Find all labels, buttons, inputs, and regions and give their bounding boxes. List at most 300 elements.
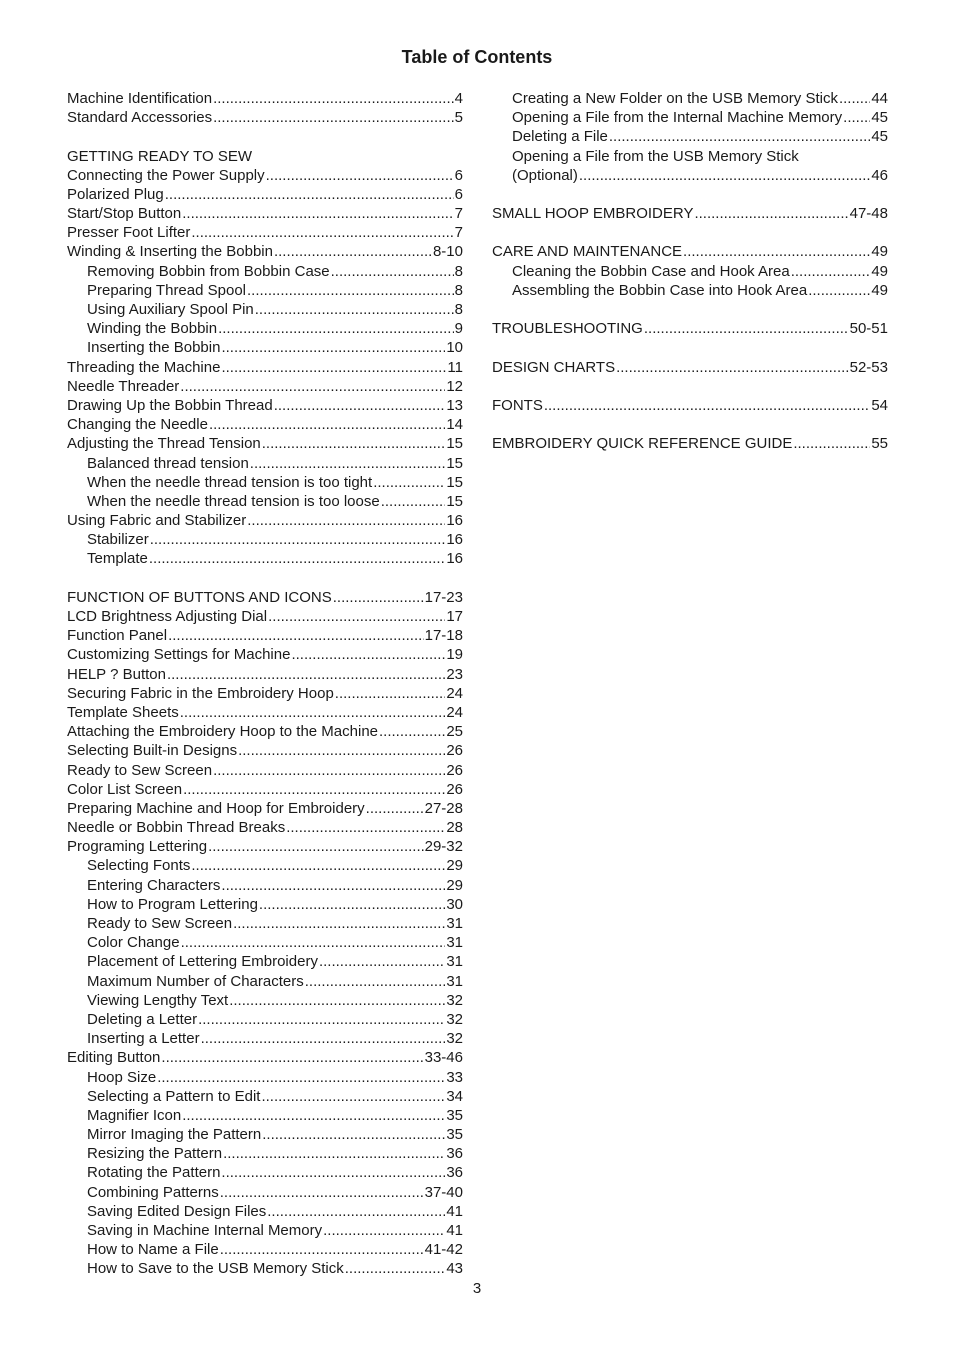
toc-entry-page: 54 [871, 396, 888, 414]
toc-entry-title: Removing Bobbin from Bobbin Case [87, 262, 330, 280]
toc-entry-title: Creating a New Folder on the USB Memory Stick [512, 89, 838, 107]
toc-entry-title: Opening a File from the USB Memory Stick [512, 147, 799, 165]
toc-dot-leader [181, 933, 446, 952]
toc-entry-page: 33-46 [424, 1049, 463, 1067]
toc-spacer [67, 569, 463, 588]
toc-entry[interactable] [67, 703, 463, 722]
toc-entry-page: 46 [871, 166, 888, 184]
toc-entry-title: Placement of Lettering Embroidery [87, 953, 318, 971]
toc-entry-page: 35 [446, 1126, 463, 1144]
toc-dot-leader [150, 530, 446, 549]
toc-entry-title: Polarized Plug [67, 185, 164, 203]
toc-entry-page: 16 [446, 531, 463, 549]
toc-entry-page: 26 [446, 780, 463, 798]
toc-entry-page: 32 [446, 1030, 463, 1048]
toc-entry-page: 50-51 [849, 320, 888, 338]
toc-dot-leader [233, 914, 445, 933]
toc-entry[interactable] [67, 223, 463, 242]
page-number: 3 [472, 1280, 482, 1297]
toc-dot-leader [839, 89, 870, 108]
toc-entry-title: EMBROIDERY QUICK REFERENCE GUIDE [492, 435, 793, 453]
toc-entry-page: 33 [446, 1068, 463, 1086]
toc-dot-leader [791, 262, 871, 281]
toc-entry[interactable] [67, 108, 463, 127]
toc-dot-leader [220, 1240, 424, 1259]
toc-entry-page: 29 [446, 857, 463, 875]
toc-entry[interactable] [67, 454, 463, 473]
toc-entry[interactable] [67, 761, 463, 780]
toc-entry-title: FONTS [492, 396, 543, 414]
toc-entry-page: 8 [454, 281, 463, 299]
toc-entry-title: HELP ? Button [67, 665, 166, 683]
toc-entry[interactable] [67, 147, 463, 166]
toc-dot-leader [255, 300, 454, 319]
toc-entry-title: Preparing Thread Spool [87, 281, 246, 299]
toc-entry-page: 24 [446, 703, 463, 721]
toc-entry-page: 34 [446, 1087, 463, 1105]
toc-entry-title: Needle or Bobbin Thread Breaks [67, 819, 286, 837]
toc-dot-leader [221, 358, 446, 377]
toc-dot-leader [201, 1029, 446, 1048]
toc-entry-title: Winding the Bobbin [87, 320, 218, 338]
toc-entry-title: Saving Edited Design Files [87, 1202, 267, 1220]
toc-entry[interactable] [67, 319, 463, 338]
toc-entry-title: Function Panel [67, 627, 168, 645]
toc-entry-page: 17 [446, 608, 463, 626]
toc-entry-page: 49 [871, 281, 888, 299]
toc-entry-page: 15 [446, 492, 463, 510]
toc-dot-leader [191, 223, 453, 242]
toc-dot-leader [182, 204, 453, 223]
toc-dot-leader [379, 722, 445, 741]
toc-entry-title: Drawing Up the Bobbin Thread [67, 396, 273, 414]
toc-entry-title: Presser Foot Lifter [67, 224, 191, 242]
toc-entry-title: Resizing the Pattern [87, 1145, 223, 1163]
toc-entry-page: 37-40 [424, 1183, 463, 1201]
toc-entry[interactable] [67, 1125, 463, 1144]
toc-entry[interactable] [67, 991, 463, 1010]
toc-dot-leader [319, 952, 445, 971]
toc-entry-title: Customizing Settings for Machine [67, 646, 291, 664]
toc-entry-page: 6 [454, 166, 463, 184]
toc-entry-page: 8 [454, 301, 463, 319]
toc-dot-leader [209, 415, 445, 434]
toc-entry-title: Ready to Sew Screen [87, 915, 233, 933]
toc-entry-title: Adjusting the Thread Tension [67, 435, 261, 453]
toc-entry-page: 43 [446, 1260, 463, 1278]
toc-entry[interactable] [67, 511, 463, 530]
toc-entry[interactable] [67, 1221, 463, 1240]
toc-entry[interactable] [67, 396, 463, 415]
toc-entry[interactable] [67, 722, 463, 741]
toc-entry[interactable] [67, 972, 463, 991]
toc-entry[interactable] [67, 281, 463, 300]
toc-spacer [492, 300, 888, 319]
toc-entry[interactable] [67, 166, 463, 185]
toc-entry-page: 32 [446, 1010, 463, 1028]
toc-entry-title: Winding & Inserting the Bobbin [67, 243, 273, 261]
toc-entry-title: Changing the Needle [67, 416, 208, 434]
toc-entry-page: 4 [454, 89, 463, 107]
toc-entry-page: 29-32 [424, 838, 463, 856]
toc-dot-leader [843, 108, 870, 127]
toc-dot-leader [168, 626, 424, 645]
toc-entry[interactable] [67, 876, 463, 895]
toc-entry[interactable] [492, 434, 888, 453]
toc-entry[interactable] [67, 1183, 463, 1202]
toc-dot-leader [223, 1144, 445, 1163]
toc-dot-leader [198, 1010, 445, 1029]
toc-dot-leader [579, 166, 870, 185]
toc-dot-leader [808, 281, 870, 300]
toc-dot-leader [191, 857, 445, 876]
toc-entry-title: Viewing Lengthy Text [87, 991, 229, 1009]
toc-entry-title: Standard Accessories [67, 109, 213, 127]
toc-entry-page: 27-28 [424, 799, 463, 817]
toc-entry[interactable] [67, 1259, 463, 1278]
toc-spacer [492, 185, 888, 204]
toc-dot-leader [644, 319, 849, 338]
toc-entry[interactable] [67, 358, 463, 377]
toc-entry-page: 8-10 [432, 243, 463, 261]
toc-dot-leader [167, 665, 445, 684]
toc-entry-page: 36 [446, 1145, 463, 1163]
toc-entry[interactable] [492, 319, 888, 338]
toc-entry-page: 44 [871, 89, 888, 107]
toc-dot-leader [267, 1202, 445, 1221]
toc-entry-title: Attaching the Embroidery Hoop to the Machine [67, 723, 379, 741]
toc-spacer [67, 127, 463, 146]
toc-dot-leader [683, 243, 870, 262]
toc-entry-title: Assembling the Bobbin Case into Hook Area [512, 281, 808, 299]
toc-entry-page: 31 [446, 915, 463, 933]
toc-entry-page: 31 [446, 953, 463, 971]
toc-dot-leader [616, 358, 849, 377]
toc-entry[interactable] [67, 1164, 463, 1183]
toc-entry-page: 25 [446, 723, 463, 741]
toc-entry[interactable] [492, 127, 888, 146]
toc-entry-page: 26 [446, 742, 463, 760]
toc-entry-page: 41-42 [424, 1241, 463, 1259]
toc-entry-page: 12 [446, 377, 463, 395]
toc-entry[interactable] [67, 530, 463, 549]
toc-entry[interactable] [67, 262, 463, 281]
toc-dot-leader [250, 454, 446, 473]
toc-entry-title: How to Name a File [87, 1241, 219, 1259]
toc-entry-title: Selecting Fonts [87, 857, 191, 875]
toc-entry-title: Hoop Size [87, 1068, 157, 1086]
toc-spacer [492, 338, 888, 357]
toc-dot-leader [238, 741, 445, 760]
toc-entry-title: CARE AND MAINTENANCE [492, 243, 683, 261]
toc-entry-title: Balanced thread tension [87, 454, 249, 472]
toc-entry-page: 55 [871, 435, 888, 453]
toc-dot-leader [331, 262, 454, 281]
toc-dot-leader [274, 243, 432, 262]
toc-dot-leader [259, 895, 445, 914]
toc-entry-page: 49 [871, 243, 888, 261]
toc-entry[interactable] [67, 204, 463, 223]
toc-entry-page: 14 [446, 416, 463, 434]
toc-entry-page: 26 [446, 761, 463, 779]
toc-entry-title: Using Auxiliary Spool Pin [87, 301, 254, 319]
toc-entry-title: Machine Identification [67, 89, 213, 107]
toc-dot-leader [180, 703, 446, 722]
toc-entry-page: 45 [871, 128, 888, 146]
toc-entry-page: 13 [446, 396, 463, 414]
toc-entry-page: 16 [446, 550, 463, 568]
toc-entry-page: 31 [446, 934, 463, 952]
toc-entry-title: Template Sheets [67, 703, 179, 721]
toc-entry[interactable] [67, 857, 463, 876]
toc-spacer [492, 415, 888, 434]
toc-entry-page: 41 [446, 1202, 463, 1220]
toc-entry[interactable] [67, 626, 463, 645]
toc-dot-leader [274, 396, 446, 415]
toc-entry-page: 45 [871, 109, 888, 127]
toc-entry-title: Start/Stop Button [67, 205, 182, 223]
toc-dot-leader [609, 127, 870, 146]
toc-entry-title: GETTING READY TO SEW [67, 147, 253, 165]
toc-entry-title: SMALL HOOP EMBROIDERY [492, 205, 694, 223]
toc-entry[interactable] [492, 89, 888, 108]
toc-dot-leader [366, 799, 424, 818]
toc-entry-title: TROUBLESHOOTING [492, 320, 643, 338]
toc-dot-leader [247, 511, 445, 530]
toc-entry-page: 15 [446, 473, 463, 491]
toc-entry-page: 10 [446, 339, 463, 357]
toc-entry-title: Programing Lettering [67, 838, 208, 856]
toc-entry[interactable] [67, 434, 463, 453]
toc-entry[interactable] [492, 147, 888, 166]
toc-entry-title: Saving in Machine Internal Memory [87, 1222, 323, 1240]
toc-entry[interactable] [67, 933, 463, 952]
toc-entry[interactable] [492, 204, 888, 223]
toc-entry[interactable] [67, 818, 463, 837]
toc-left-column [67, 89, 463, 1279]
toc-entry[interactable] [67, 300, 463, 319]
toc-entry-title: Entering Characters [87, 876, 221, 894]
toc-spacer [492, 377, 888, 396]
toc-entry[interactable] [67, 550, 463, 569]
toc-dot-leader [221, 338, 445, 357]
toc-entry[interactable] [67, 895, 463, 914]
toc-entry-title: Securing Fabric in the Embroidery Hoop [67, 684, 334, 702]
toc-entry-title: Opening a File from the Internal Machine Memory [512, 109, 843, 127]
toc-dot-leader [262, 434, 446, 453]
toc-entry[interactable] [67, 588, 463, 607]
toc-right-column [492, 89, 888, 454]
toc-entry-page: 9 [454, 320, 463, 338]
toc-entry-title: Cleaning the Bobbin Case and Hook Area [512, 262, 790, 280]
toc-entry-page: 17-18 [424, 627, 463, 645]
toc-entry-page: 19 [446, 646, 463, 664]
toc-entry-title: Rotating the Pattern [87, 1164, 221, 1182]
toc-entry-title: Selecting Built-in Designs [67, 742, 238, 760]
toc-dot-leader [694, 204, 848, 223]
toc-entry[interactable] [67, 837, 463, 856]
toc-dot-leader [157, 1068, 445, 1087]
toc-entry-title: When the needle thread tension is too loose [87, 492, 380, 510]
toc-entry[interactable] [492, 358, 888, 377]
toc-entry-title: Deleting a File [512, 128, 608, 146]
toc-entry[interactable] [67, 492, 463, 511]
toc-dot-leader [793, 434, 870, 453]
toc-entry[interactable] [67, 799, 463, 818]
toc-entry-title: Inserting the Bobbin [87, 339, 221, 357]
toc-dot-leader [266, 166, 454, 185]
toc-entry-title: Magnifier Icon [87, 1106, 182, 1124]
toc-entry-title: Editing Button [67, 1049, 161, 1067]
toc-entry-page: 15 [446, 435, 463, 453]
toc-entry-title: Color Change [87, 934, 180, 952]
toc-entry-page: 30 [446, 895, 463, 913]
toc-entry[interactable] [67, 473, 463, 492]
toc-entry[interactable] [67, 665, 463, 684]
toc-entry[interactable] [67, 645, 463, 664]
toc-dot-leader [333, 588, 424, 607]
toc-entry[interactable] [67, 1144, 463, 1163]
toc-entry-page: 7 [454, 224, 463, 242]
toc-entry-page: 23 [446, 665, 463, 683]
toc-entry-page: 36 [446, 1164, 463, 1182]
toc-entry[interactable] [67, 1029, 463, 1048]
toc-entry-title: Deleting a Letter [87, 1010, 198, 1028]
toc-entry-title: LCD Brightness Adjusting Dial [67, 608, 268, 626]
toc-entry-title: Stabilizer [87, 531, 149, 549]
toc-dot-leader [180, 377, 445, 396]
toc-dot-leader [221, 876, 445, 895]
toc-dot-leader [221, 1164, 445, 1183]
toc-entry[interactable] [67, 1087, 463, 1106]
toc-entry-page: 16 [446, 512, 463, 530]
toc-dot-leader [247, 281, 454, 300]
toc-entry[interactable] [492, 108, 888, 127]
toc-entry-title: How to Save to the USB Memory Stick [87, 1260, 344, 1278]
toc-entry-page: 17-23 [424, 588, 463, 606]
toc-dot-leader [261, 1087, 445, 1106]
toc-entry-page: 32 [446, 991, 463, 1009]
toc-entry[interactable] [67, 1202, 463, 1221]
toc-dot-leader [291, 645, 445, 664]
toc-entry-page: 41 [446, 1222, 463, 1240]
toc-entry[interactable] [67, 338, 463, 357]
toc-dot-leader [544, 396, 870, 415]
toc-entry[interactable] [67, 89, 463, 108]
toc-dot-leader [183, 780, 445, 799]
toc-entry[interactable] [67, 1106, 463, 1125]
toc-entry-title: Color List Screen [67, 780, 183, 798]
toc-entry-page: 52-53 [849, 358, 888, 376]
toc-entry-title: Needle Threader [67, 377, 180, 395]
toc-dot-leader [161, 1048, 423, 1067]
toc-dot-leader [373, 473, 445, 492]
toc-entry-title: How to Program Lettering [87, 895, 258, 913]
toc-entry[interactable] [67, 780, 463, 799]
toc-entry-title: Preparing Machine and Hoop for Embroidery [67, 799, 365, 817]
toc-dot-leader [345, 1259, 446, 1278]
toc-entry-page: 7 [454, 205, 463, 223]
toc-entry[interactable] [67, 1240, 463, 1259]
toc-entry[interactable] [67, 952, 463, 971]
toc-entry[interactable] [67, 607, 463, 626]
toc-entry[interactable] [492, 396, 888, 415]
toc-entry-page: 6 [454, 185, 463, 203]
toc-entry[interactable] [67, 1048, 463, 1067]
toc-entry-page: 31 [446, 972, 463, 990]
toc-entry[interactable] [67, 377, 463, 396]
toc-entry-title: Ready to Sew Screen [67, 761, 213, 779]
toc-entry[interactable] [492, 281, 888, 300]
toc-entry-page: 11 [447, 358, 463, 376]
toc-entry-page: 8 [454, 262, 463, 280]
toc-entry-title: When the needle thread tension is too tight [87, 473, 373, 491]
toc-entry-title: Mirror Imaging the Pattern [87, 1126, 262, 1144]
toc-entry-title: Threading the Machine [67, 358, 221, 376]
toc-entry[interactable] [492, 262, 888, 281]
toc-dot-leader [268, 607, 445, 626]
toc-entry-title: Connecting the Power Supply [67, 166, 265, 184]
toc-dot-leader [381, 492, 446, 511]
toc-entry-page: 15 [446, 454, 463, 472]
toc-dot-leader [213, 761, 445, 780]
page-title: Table of Contents [401, 47, 553, 67]
toc-entry[interactable] [67, 684, 463, 703]
toc-entry[interactable] [67, 185, 463, 204]
toc-entry-title: Selecting a Pattern to Edit [87, 1087, 261, 1105]
toc-entry-title: FUNCTION OF BUTTONS AND ICONS [67, 588, 332, 606]
toc-entry-title: Combining Patterns [87, 1183, 219, 1201]
toc-dot-leader [323, 1221, 445, 1240]
toc-dot-leader [286, 818, 445, 837]
toc-entry-page: 47-48 [849, 205, 888, 223]
toc-entry-title: Maximum Number of Characters [87, 972, 304, 990]
toc-entry[interactable] [492, 243, 888, 262]
toc-dot-leader [149, 550, 445, 569]
toc-dot-leader [213, 108, 454, 127]
toc-dot-leader [208, 837, 424, 856]
toc-dot-leader [165, 185, 454, 204]
toc-dot-leader [220, 1183, 424, 1202]
toc-dot-leader [305, 972, 446, 991]
toc-entry-title: Template [87, 550, 148, 568]
toc-entry[interactable] [67, 243, 463, 262]
toc-entry-title: Inserting a Letter [87, 1030, 200, 1048]
toc-entry-title: (Optional) [512, 166, 578, 184]
toc-dot-leader [182, 1106, 445, 1125]
toc-spacer [492, 223, 888, 242]
toc-entry-page: 29 [446, 876, 463, 894]
toc-entry[interactable] [492, 166, 888, 185]
toc-entry-page: 35 [446, 1106, 463, 1124]
toc-dot-leader [213, 89, 454, 108]
toc-dot-leader [229, 991, 445, 1010]
toc-entry-page: 24 [446, 684, 463, 702]
toc-dot-leader [218, 319, 454, 338]
toc-dot-leader [262, 1125, 445, 1144]
toc-entry-title: Using Fabric and Stabilizer [67, 512, 247, 530]
toc-entry-page: 5 [454, 109, 463, 127]
toc-entry[interactable] [67, 914, 463, 933]
toc-entry-title: DESIGN CHARTS [492, 358, 616, 376]
toc-entry-page: 49 [871, 262, 888, 280]
toc-entry[interactable] [67, 1068, 463, 1087]
toc-dot-leader [335, 684, 446, 703]
toc-entry-page: 28 [446, 819, 463, 837]
toc-entry[interactable] [67, 415, 463, 434]
toc-entry[interactable] [67, 741, 463, 760]
toc-entry[interactable] [67, 1010, 463, 1029]
